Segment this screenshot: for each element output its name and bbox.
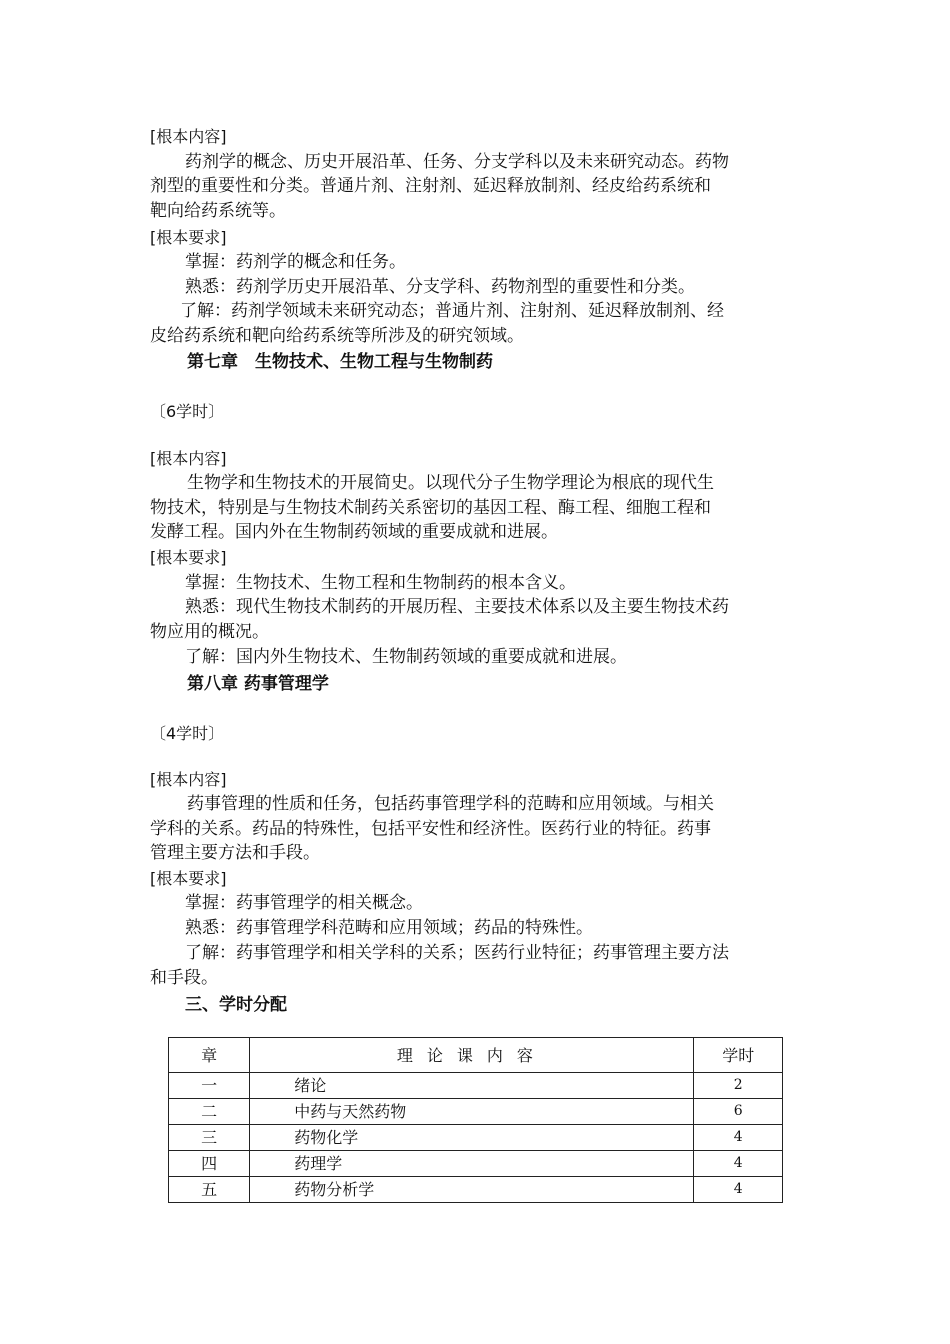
row-chapter: 一 <box>169 1073 250 1099</box>
requirement-line: 物应用的概况。 <box>150 622 269 642</box>
row-hours: 4 <box>694 1177 783 1203</box>
row-content: 中药与天然药物 <box>250 1099 694 1125</box>
chapter-8-title: 第八章 药事管理学 <box>187 674 329 694</box>
basic-requirements-label: [根本要求] <box>150 228 227 247</box>
row-chapter: 四 <box>169 1151 250 1177</box>
requirement-line: 皮给药系统和靶向给药系统等所涉及的研究领域。 <box>150 326 524 346</box>
content-line: 药事管理的性质和任务，包括药事管理学科的范畴和应用领域。与相关 <box>187 794 714 814</box>
section-3-title: 三、学时分配 <box>185 995 287 1015</box>
content-line: 管理主要方法和手段。 <box>150 843 320 863</box>
row-content: 药理学 <box>250 1151 694 1177</box>
header-chapter: 章 <box>169 1038 250 1073</box>
table-row <box>169 1151 783 1177</box>
header-content: 理论课内容 <box>250 1038 694 1073</box>
basic-content-label: [根本内容] <box>150 127 227 146</box>
requirement-line: 了解：药剂学领域未来研究动态；普通片剂、注射剂、延迟释放制剂、经 <box>180 301 724 321</box>
basic-content-label: [根本内容] <box>150 449 227 468</box>
table-header-row <box>169 1038 783 1073</box>
row-content: 绪论 <box>250 1073 694 1099</box>
requirement-line: 掌握：药剂学的概念和任务。 <box>185 252 406 272</box>
row-content: 药物化学 <box>250 1125 694 1151</box>
hours-distribution-table <box>168 1037 783 1203</box>
table-row <box>169 1099 783 1125</box>
requirement-line: 了解：药事管理学和相关学科的关系；医药行业特征；药事管理主要方法 <box>185 943 729 963</box>
requirement-line: 和手段。 <box>150 968 218 988</box>
content-line: 剂型的重要性和分类。普通片剂、注射剂、延迟释放制剂、经皮给药系统和 <box>150 176 711 196</box>
content-line: 药剂学的概念、历史开展沿革、任务、分支学科以及未来研究动态。药物 <box>185 152 729 172</box>
table-row <box>169 1177 783 1203</box>
row-hours: 2 <box>694 1073 783 1099</box>
content-line: 发酵工程。国内外在生物制药领域的重要成就和进展。 <box>150 522 558 542</box>
chapter-7-title: 第七章 生物技术、生物工程与生物制药 <box>187 352 493 372</box>
table-row <box>169 1125 783 1151</box>
row-chapter: 五 <box>169 1177 250 1203</box>
row-chapter: 二 <box>169 1099 250 1125</box>
content-line: 物技术，特别是与生物技术制药关系密切的基因工程、酶工程、细胞工程和 <box>150 498 711 518</box>
content-line: 生物学和生物技术的开展简史。以现代分子生物学理论为根底的现代生 <box>187 473 714 493</box>
basic-requirements-label: [根本要求] <box>150 548 227 567</box>
basic-content-label: [根本内容] <box>150 770 227 789</box>
row-hours: 4 <box>694 1151 783 1177</box>
requirement-line: 熟悉：药事管理学科范畴和应用领域；药品的特殊性。 <box>185 918 593 938</box>
row-hours: 4 <box>694 1125 783 1151</box>
content-line: 学科的关系。药品的特殊性，包括平安性和经济性。医药行业的特征。药事 <box>150 819 711 839</box>
chapter-8-hours: 〔4学时〕 <box>150 724 225 743</box>
row-hours: 6 <box>694 1099 783 1125</box>
header-hours: 学时 <box>694 1038 783 1073</box>
requirement-line: 了解：国内外生物技术、生物制药领域的重要成就和进展。 <box>185 647 627 667</box>
requirement-line: 熟悉：药剂学历史开展沿革、分支学科、药物剂型的重要性和分类。 <box>185 277 695 297</box>
row-chapter: 三 <box>169 1125 250 1151</box>
requirement-line: 掌握：生物技术、生物工程和生物制药的根本含义。 <box>185 573 576 593</box>
chapter-7-hours: 〔6学时〕 <box>150 402 225 421</box>
table-row <box>169 1073 783 1099</box>
row-content: 药物分析学 <box>250 1177 694 1203</box>
requirement-line: 掌握：药事管理学的相关概念。 <box>185 893 423 913</box>
basic-requirements-label: [根本要求] <box>150 869 227 888</box>
requirement-line: 熟悉：现代生物技术制药的开展历程、主要技术体系以及主要生物技术药 <box>185 597 729 617</box>
content-line: 靶向给药系统等。 <box>150 201 286 221</box>
